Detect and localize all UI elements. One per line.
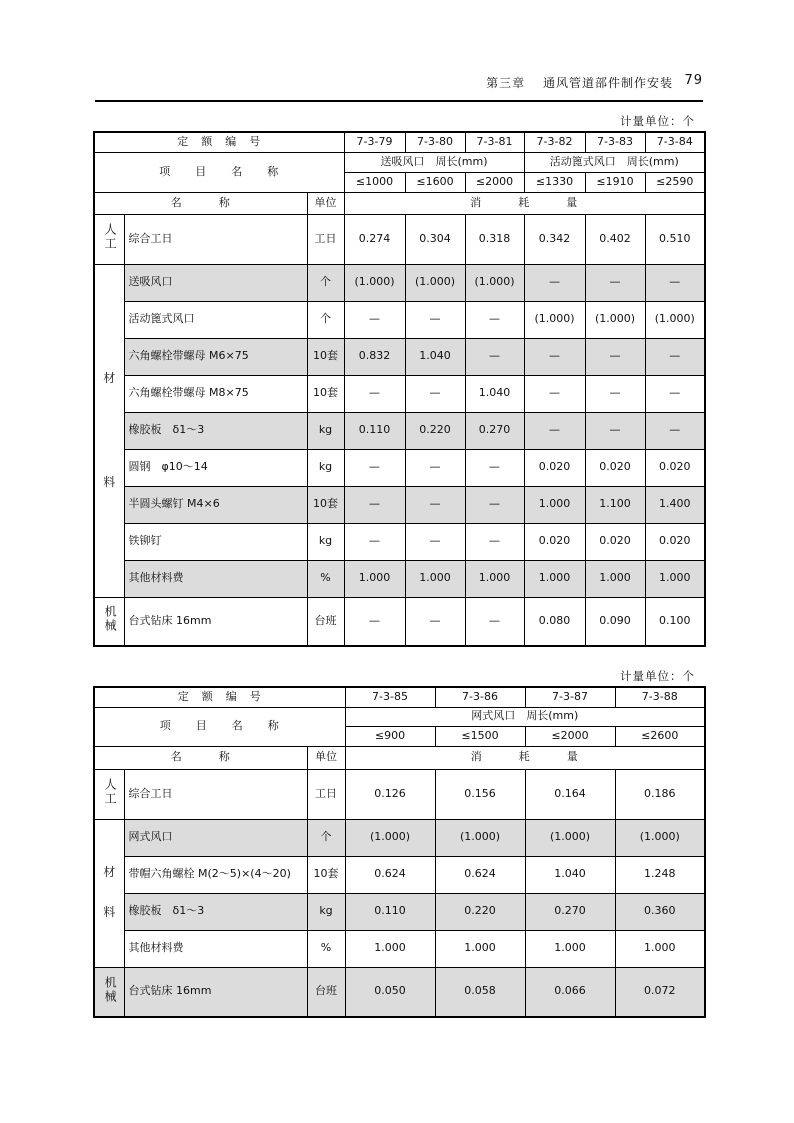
category-labor: 人工 xyxy=(94,769,124,819)
value-cell: 1.040 xyxy=(405,338,465,375)
project-name-label: 项 目 名 称 xyxy=(94,152,344,192)
value-cell: 0.318 xyxy=(465,214,524,264)
value-cell: — xyxy=(344,375,405,412)
value-cell: 1.000 xyxy=(585,560,645,597)
value-cell: (1.000) xyxy=(465,264,524,301)
col-header-consumption: 消 耗 量 xyxy=(345,746,705,769)
material-row xyxy=(94,930,705,967)
value-cell: — xyxy=(524,338,585,375)
group-header: 网式风口 周长(mm) xyxy=(345,707,705,726)
item-name: 圆钢 φ10～14 xyxy=(124,449,307,486)
value-cell: 1.000 xyxy=(645,560,705,597)
material-row xyxy=(94,523,705,560)
item-unit: 10套 xyxy=(307,375,344,412)
quota-code: 7-3-86 xyxy=(435,687,525,707)
value-cell: 0.020 xyxy=(645,449,705,486)
size-spec: ≤2600 xyxy=(615,726,705,746)
value-cell: (1.000) xyxy=(405,264,465,301)
quota-code: 7-3-80 xyxy=(405,132,465,152)
value-cell: — xyxy=(405,449,465,486)
value-cell: — xyxy=(524,264,585,301)
value-cell: 0.020 xyxy=(585,523,645,560)
value-cell: (1.000) xyxy=(525,819,615,856)
material-row xyxy=(94,375,705,412)
quota-code: 7-3-83 xyxy=(585,132,645,152)
value-cell: 0.072 xyxy=(615,967,705,1017)
item-name: 半圆头螺钉 M4×6 xyxy=(124,486,307,523)
value-cell: 1.040 xyxy=(525,856,615,893)
material-row xyxy=(94,486,705,523)
item-name: 其他材料费 xyxy=(124,930,307,967)
item-unit: kg xyxy=(307,412,344,449)
quota-code: 7-3-79 xyxy=(344,132,405,152)
labor-row xyxy=(94,769,705,819)
value-cell: 0.624 xyxy=(345,856,435,893)
item-unit: 10套 xyxy=(307,338,344,375)
item-name: 铁铆钉 xyxy=(124,523,307,560)
value-cell: — xyxy=(344,523,405,560)
value-cell: — xyxy=(344,597,405,646)
material-row xyxy=(94,412,705,449)
value-cell: 0.100 xyxy=(645,597,705,646)
size-spec: ≤1600 xyxy=(405,172,465,192)
value-cell: 0.510 xyxy=(645,214,705,264)
value-cell: — xyxy=(645,412,705,449)
item-name: 橡胶板 δ1～3 xyxy=(124,412,307,449)
quota-table-2 xyxy=(93,686,706,1018)
value-cell: 1.000 xyxy=(345,930,435,967)
value-cell: (1.000) xyxy=(344,264,405,301)
value-cell: 0.020 xyxy=(645,523,705,560)
value-cell: 0.058 xyxy=(435,967,525,1017)
table1-unit-label: 计量单位：个 xyxy=(620,114,695,128)
item-unit: 工日 xyxy=(307,769,345,819)
category-labor: 人工 xyxy=(94,214,124,264)
value-cell: 0.270 xyxy=(525,893,615,930)
item-name: 活动篦式风口 xyxy=(124,301,307,338)
item-name: 综合工日 xyxy=(124,214,307,264)
value-cell: 0.220 xyxy=(435,893,525,930)
page-number: 79 xyxy=(684,73,703,88)
size-spec: ≤1910 xyxy=(585,172,645,192)
item-unit: 个 xyxy=(307,301,344,338)
value-cell: 0.156 xyxy=(435,769,525,819)
category-material: 材 料 xyxy=(94,819,124,967)
value-cell: 0.050 xyxy=(345,967,435,1017)
value-cell: 0.274 xyxy=(344,214,405,264)
value-cell: 0.360 xyxy=(615,893,705,930)
value-cell: 1.000 xyxy=(435,930,525,967)
item-unit: 个 xyxy=(307,264,344,301)
quota-code: 7-3-87 xyxy=(525,687,615,707)
item-unit: 个 xyxy=(307,819,345,856)
item-unit: 10套 xyxy=(307,856,345,893)
item-name: 六角螺栓带螺母 M6×75 xyxy=(124,338,307,375)
value-cell: 0.220 xyxy=(405,412,465,449)
value-cell: — xyxy=(645,264,705,301)
value-cell: 1.000 xyxy=(524,486,585,523)
value-cell: 0.304 xyxy=(405,214,465,264)
value-cell: — xyxy=(585,375,645,412)
value-cell: — xyxy=(405,486,465,523)
size-spec: ≤900 xyxy=(345,726,435,746)
value-cell: 0.270 xyxy=(465,412,524,449)
project-name-label: 项 目 名 称 xyxy=(94,707,345,746)
value-cell: 0.066 xyxy=(525,967,615,1017)
value-cell: 1.000 xyxy=(405,560,465,597)
machine-row xyxy=(94,967,705,1017)
value-cell: 1.000 xyxy=(524,560,585,597)
value-cell: 0.080 xyxy=(524,597,585,646)
material-row xyxy=(94,856,705,893)
value-cell: (1.000) xyxy=(585,301,645,338)
col-header-consumption: 消 耗 量 xyxy=(344,192,705,214)
value-cell: (1.000) xyxy=(645,301,705,338)
size-spec: ≤2590 xyxy=(645,172,705,192)
value-cell: — xyxy=(585,338,645,375)
value-cell: — xyxy=(344,449,405,486)
value-cell: (1.000) xyxy=(524,301,585,338)
material-row xyxy=(94,338,705,375)
table2-unit-label: 计量单位：个 xyxy=(620,669,695,683)
quota-table-1 xyxy=(93,131,706,647)
value-cell: 0.110 xyxy=(345,893,435,930)
item-unit: kg xyxy=(307,893,345,930)
value-cell: 0.186 xyxy=(615,769,705,819)
item-name: 台式钻床 16mm xyxy=(124,597,307,646)
value-cell: — xyxy=(344,301,405,338)
value-cell: 1.000 xyxy=(344,560,405,597)
quota-code: 7-3-82 xyxy=(524,132,585,152)
quota-code-label: 定 额 编 号 xyxy=(94,132,344,152)
value-cell: 1.000 xyxy=(525,930,615,967)
item-unit: kg xyxy=(307,449,344,486)
value-cell: (1.000) xyxy=(345,819,435,856)
value-cell: 1.400 xyxy=(645,486,705,523)
value-cell: 0.164 xyxy=(525,769,615,819)
item-unit: % xyxy=(307,930,345,967)
page-header xyxy=(95,70,703,102)
value-cell: 1.000 xyxy=(615,930,705,967)
value-cell: — xyxy=(405,597,465,646)
col-header-unit: 单位 xyxy=(307,192,344,214)
item-name: 带帽六角螺栓 M(2～5)×(4～20) xyxy=(124,856,307,893)
item-name: 网式风口 xyxy=(124,819,307,856)
labor-row xyxy=(94,214,705,264)
value-cell: — xyxy=(585,264,645,301)
col-header-name: 名 称 xyxy=(94,192,307,214)
item-unit: 台班 xyxy=(307,597,344,646)
material-row xyxy=(94,449,705,486)
size-spec: ≤1000 xyxy=(344,172,405,192)
material-row xyxy=(94,819,705,856)
item-name: 六角螺栓带螺母 M8×75 xyxy=(124,375,307,412)
quota-code-row xyxy=(94,687,705,707)
category-material: 材 料 xyxy=(94,264,124,597)
quota-code: 7-3-88 xyxy=(615,687,705,707)
value-cell: 0.020 xyxy=(585,449,645,486)
item-unit: 10套 xyxy=(307,486,344,523)
value-cell: — xyxy=(465,597,524,646)
quota-code-label: 定 额 编 号 xyxy=(94,687,345,707)
material-row xyxy=(94,264,705,301)
item-unit: 台班 xyxy=(307,967,345,1017)
material-row xyxy=(94,893,705,930)
value-cell: — xyxy=(585,412,645,449)
size-spec: ≤1500 xyxy=(435,726,525,746)
group-row xyxy=(94,707,705,726)
quota-code: 7-3-81 xyxy=(465,132,524,152)
value-cell: — xyxy=(465,486,524,523)
column-header-row xyxy=(94,192,705,214)
chapter-title: 第三章 通风管道部件制作安装 xyxy=(486,76,673,90)
value-cell: — xyxy=(524,412,585,449)
category-machine: 机械 xyxy=(94,597,124,646)
quota-code: 7-3-84 xyxy=(645,132,705,152)
value-cell: 0.126 xyxy=(345,769,435,819)
value-cell: — xyxy=(645,375,705,412)
value-cell: — xyxy=(465,449,524,486)
value-cell: (1.000) xyxy=(615,819,705,856)
value-cell: 0.832 xyxy=(344,338,405,375)
machine-row xyxy=(94,597,705,646)
value-cell: 0.110 xyxy=(344,412,405,449)
item-unit: % xyxy=(307,560,344,597)
col-header-name: 名 称 xyxy=(94,746,307,769)
value-cell: 0.624 xyxy=(435,856,525,893)
value-cell: 0.020 xyxy=(524,449,585,486)
quota-code-row xyxy=(94,132,705,152)
value-cell: — xyxy=(465,301,524,338)
value-cell: 1.248 xyxy=(615,856,705,893)
item-name: 橡胶板 δ1～3 xyxy=(124,893,307,930)
value-cell: — xyxy=(405,523,465,560)
size-spec: ≤2000 xyxy=(525,726,615,746)
value-cell: — xyxy=(405,375,465,412)
size-spec: ≤1330 xyxy=(524,172,585,192)
item-unit: kg xyxy=(307,523,344,560)
value-cell: (1.000) xyxy=(435,819,525,856)
value-cell: 0.402 xyxy=(585,214,645,264)
col-header-unit: 单位 xyxy=(307,746,345,769)
value-cell: — xyxy=(405,301,465,338)
item-name: 台式钻床 16mm xyxy=(124,967,307,1017)
value-cell: 1.040 xyxy=(465,375,524,412)
value-cell: 0.090 xyxy=(585,597,645,646)
quota-code: 7-3-85 xyxy=(345,687,435,707)
material-row xyxy=(94,560,705,597)
value-cell: — xyxy=(344,486,405,523)
item-unit: 工日 xyxy=(307,214,344,264)
value-cell: — xyxy=(645,338,705,375)
value-cell: — xyxy=(524,375,585,412)
item-name: 其他材料费 xyxy=(124,560,307,597)
item-name: 综合工日 xyxy=(124,769,307,819)
group-header: 送吸风口 周长(mm) xyxy=(344,152,524,172)
value-cell: 1.000 xyxy=(465,560,524,597)
group-header: 活动篦式风口 周长(mm) xyxy=(524,152,705,172)
value-cell: 0.342 xyxy=(524,214,585,264)
item-name: 送吸风口 xyxy=(124,264,307,301)
category-machine: 机械 xyxy=(94,967,124,1017)
size-spec: ≤2000 xyxy=(465,172,524,192)
value-cell: 1.100 xyxy=(585,486,645,523)
group-row xyxy=(94,152,705,172)
material-row xyxy=(94,301,705,338)
value-cell: — xyxy=(465,338,524,375)
value-cell: — xyxy=(465,523,524,560)
value-cell: 0.020 xyxy=(524,523,585,560)
column-header-row xyxy=(94,746,705,769)
